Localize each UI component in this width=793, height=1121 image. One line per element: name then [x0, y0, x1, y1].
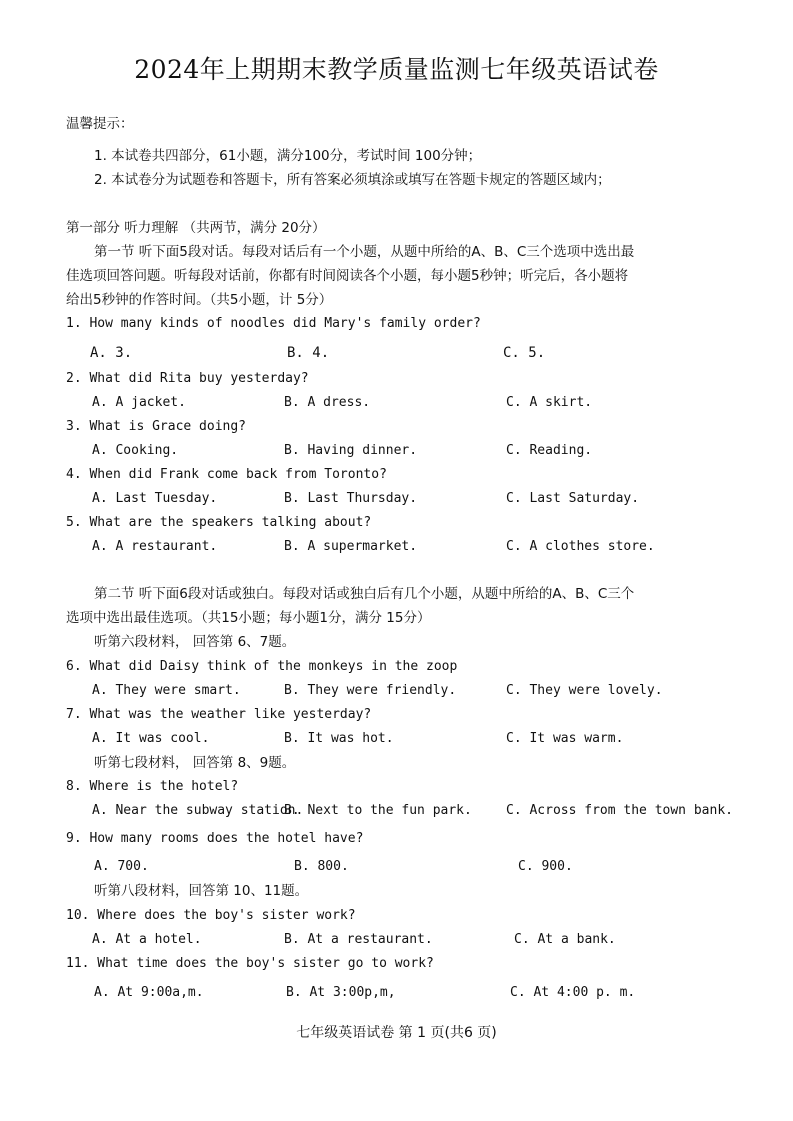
q4-option-a: A. Last Tuesday. — [92, 491, 218, 506]
q8-option-c: C. Across from the town bank. — [506, 803, 733, 818]
q9-option-b: B. 800. — [294, 859, 349, 874]
q5-option-b: B. A supermarket. — [284, 539, 418, 554]
q6-option-b: B. They were friendly. — [284, 683, 457, 698]
question-11: 11. What time does the boy's sister go to work? — [66, 956, 434, 971]
q2-option-c: C. A skirt. — [506, 395, 593, 410]
q6-option-a: A. They were smart. — [92, 683, 241, 698]
question-8: 8. Where is the hotel? — [66, 779, 239, 794]
notice-heading: 温馨提示： — [66, 116, 134, 132]
question-6: 6. What did Daisy think of the monkeys in the zoop — [66, 659, 458, 674]
q7-option-c: C. It was warm. — [506, 731, 624, 746]
q4-option-b: B. Last Thursday. — [284, 491, 418, 506]
q1-option-b: B. 4. — [287, 345, 330, 361]
q7-option-b: B. It was hot. — [284, 731, 394, 746]
notice-item-1: 1. 本试卷共四部分，61小题，满分100分，考试时间 100分钟； — [94, 148, 482, 164]
page-footer: 七年级英语试卷 第 1 页(共6 页) — [296, 1025, 497, 1041]
part1-heading: 第一部分 听力理解 （共两节，满分 20分） — [66, 220, 326, 236]
section1-line-3: 给出5秒钟的作答时间。（共5小题，计 5分） — [66, 292, 333, 308]
q10-option-b: B. At a restaurant. — [284, 932, 433, 947]
q3-option-b: B. Having dinner. — [284, 443, 418, 458]
notice-item-2: 2. 本试卷分为试题卷和答题卡，所有答案必须填涂或填写在答题卡规定的答题区域内； — [94, 172, 611, 188]
material-7-instruction: 听第七段材料， 回答第 8、9题。 — [94, 755, 296, 771]
q9-option-a: A. 700. — [94, 859, 149, 874]
question-10: 10. Where does the boy's sister work? — [66, 908, 356, 923]
question-4: 4. When did Frank come back from Toronto? — [66, 467, 387, 482]
question-9: 9. How many rooms does the hotel have? — [66, 831, 364, 846]
material-6-instruction: 听第六段材料， 回答第 6、7题。 — [94, 634, 296, 650]
section1-line-1: 第一节 听下面5段对话。每段对话后有一个小题，从题中所给的A、B、C三个选项中选出最 — [94, 244, 635, 260]
q1-option-c: C. 5. — [503, 345, 546, 361]
q6-option-c: C. They were lovely. — [506, 683, 663, 698]
q5-option-c: C. A clothes store. — [506, 539, 655, 554]
q10-option-a: A. At a hotel. — [92, 932, 202, 947]
q3-option-a: A. Cooking. — [92, 443, 179, 458]
question-1: 1. How many kinds of noodles did Mary's family order? — [66, 316, 481, 331]
page-title: 2024年上期期末教学质量监测七年级英语试卷 — [134, 55, 659, 84]
question-3: 3. What is Grace doing? — [66, 419, 247, 434]
q2-option-b: B. A dress. — [284, 395, 371, 410]
question-2: 2. What did Rita buy yesterday? — [66, 371, 309, 386]
q7-option-a: A. It was cool. — [92, 731, 210, 746]
q8-option-a: A. Near the subway station. — [92, 803, 304, 818]
q8-option-b: B. Next to the fun park. — [284, 803, 472, 818]
material-8-instruction: 听第八段材料，回答第 10、11题。 — [94, 883, 309, 899]
section2-line-2: 选项中选出最佳选项。（共15小题；每小题1分，满分 15分） — [66, 610, 431, 626]
q3-option-c: C. Reading. — [506, 443, 593, 458]
q1-option-a: A. 3. — [90, 345, 133, 361]
q10-option-c: C. At a bank. — [514, 932, 616, 947]
question-5: 5. What are the speakers talking about? — [66, 515, 372, 530]
q4-option-c: C. Last Saturday. — [506, 491, 640, 506]
q9-option-c: C. 900. — [518, 859, 573, 874]
q2-option-a: A. A jacket. — [92, 395, 186, 410]
q11-option-c: C. At 4:00 p. m. — [510, 985, 636, 1000]
q11-option-b: B. At 3:00p,m, — [286, 985, 396, 1000]
section2-line-1: 第二节 听下面6段对话或独白。每段对话或独白后有几个小题，从题中所给的A、B、C三个 — [94, 586, 635, 602]
section1-line-2: 佳选项回答问题。听每段对话前，你都有时间阅读各个小题，每小题5秒钟；听完后，各小题将 — [66, 268, 629, 284]
q5-option-a: A. A restaurant. — [92, 539, 218, 554]
question-7: 7. What was the weather like yesterday? — [66, 707, 372, 722]
q11-option-a: A. At 9:00a,m. — [94, 985, 204, 1000]
